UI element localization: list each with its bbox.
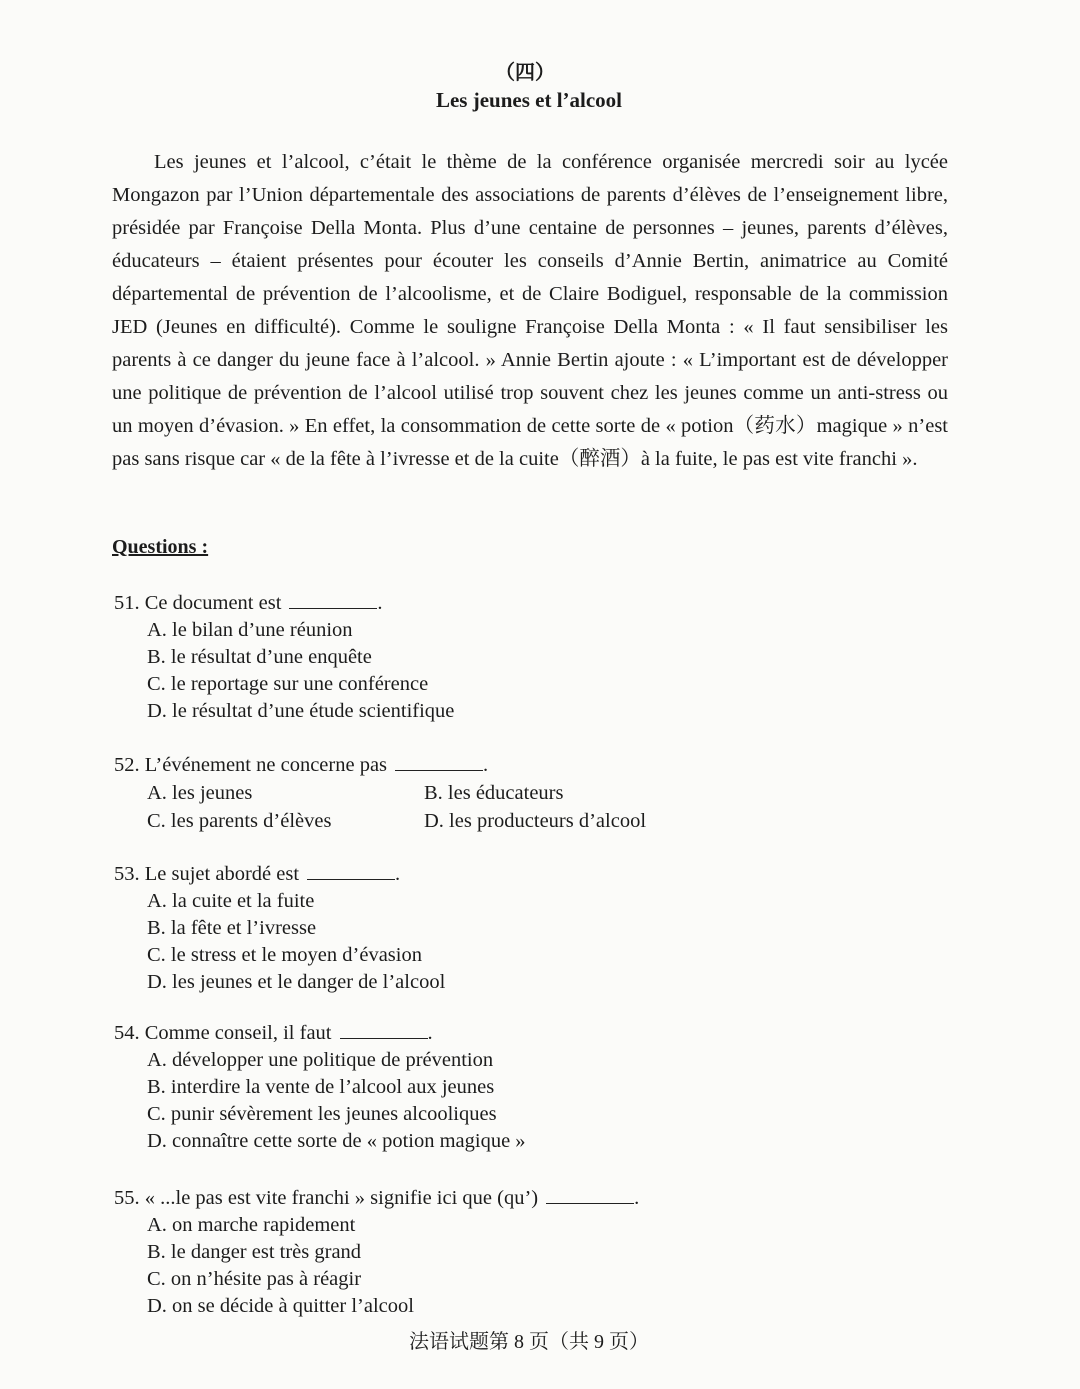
answer-blank — [395, 754, 483, 771]
option-a: A. développer une politique de prévention — [147, 1049, 494, 1071]
option-c: C. le reportage sur une conférence — [147, 673, 429, 695]
option-d: D. on se décide à quitter l’alcool — [147, 1295, 414, 1317]
question-53 — [114, 861, 445, 996]
option-a: A. le bilan d’une réunion — [147, 619, 353, 641]
option-d: D. connaître cette sorte de « potion magique » — [147, 1130, 526, 1152]
page-footer: 法语试题第 8 页（共 9 页） — [409, 1331, 649, 1353]
option-b: B. les éducateurs — [424, 782, 564, 804]
section-number: （四） — [495, 62, 555, 84]
option-d: D. les jeunes et le danger de l’alcool — [147, 971, 446, 993]
option-c: C. on n’hésite pas à réagir — [147, 1268, 362, 1290]
answer-blank — [307, 863, 395, 880]
option-b: B. interdire la vente de l’alcool aux jeunes — [147, 1076, 495, 1098]
question-stem: 54. Comme conseil, il faut . — [114, 1022, 433, 1044]
passage-title: Les jeunes et l’alcool — [435, 88, 623, 112]
question-stem: 55. « ...le pas est vite franchi » signifie ici que (qu’) . — [114, 1187, 640, 1209]
question-stem: 51. Ce document est . — [114, 592, 383, 614]
question-54 — [114, 1020, 526, 1155]
question-52 — [114, 752, 724, 835]
question-stem: 52. L’événement ne concerne pas . — [114, 754, 489, 776]
option-d: D. les producteurs d’alcool — [424, 810, 647, 832]
option-a: A. on marche rapidement — [147, 1214, 356, 1236]
question-51 — [114, 590, 454, 725]
option-c: C. punir sévèrement les jeunes alcooliques — [147, 1103, 497, 1125]
option-a: A. les jeunes — [147, 782, 253, 804]
answer-blank — [340, 1022, 428, 1039]
question-stem: 53. Le sujet abordé est . — [114, 863, 401, 885]
option-c: C. le stress et le moyen d’évasion — [147, 944, 422, 966]
reading-passage: Les jeunes et l’alcool, c’était le thème de la conférence organisée mercredi soir au lycée Mongazon par l’Union départementale des associations de parents d’élèves de l’enseignement libre, présidée par Françoise Della Monta. Plus d’une centaine de personnes – jeunes, parents d’élèves, éducateurs – étaient présentes pour écouter les conseils d’Annie Bertin, animatrice au Comité départemental de prévention de l’alcoolisme, et de Claire Bodiguel, responsable de la commission JED (Jeunes en difficulté). Comme le souligne Françoise Della Monta : « Il faut sensibiliser les parents à ce danger du jeune face à l’alcool. » Annie Bertin ajoute : « L’important est de développer une politique de prévention de l’alcool utilisé trop souvent chez les jeunes comme un anti-stress ou un moyen d’évasion. » En effet, la consommation de cette sorte de « potion（药水）magique » n’est pas sans risque car « de la fête à l’ivresse et de la cuite（醉酒）à la fuite, le pas est vite franchi ». — [112, 151, 948, 470]
option-b: B. le danger est très grand — [147, 1241, 362, 1263]
answer-blank — [546, 1187, 634, 1204]
option-b: B. le résultat d’une enquête — [147, 646, 372, 668]
options-grid — [114, 779, 724, 835]
option-c: C. les parents d’élèves — [147, 810, 332, 832]
option-b: B. la fête et l’ivresse — [147, 917, 317, 939]
option-a: A. la cuite et la fuite — [147, 890, 315, 912]
question-55 — [114, 1185, 639, 1320]
questions-heading: Questions : — [112, 536, 209, 558]
answer-blank — [289, 592, 377, 609]
option-d: D. le résultat d’une étude scientifique — [147, 700, 455, 722]
